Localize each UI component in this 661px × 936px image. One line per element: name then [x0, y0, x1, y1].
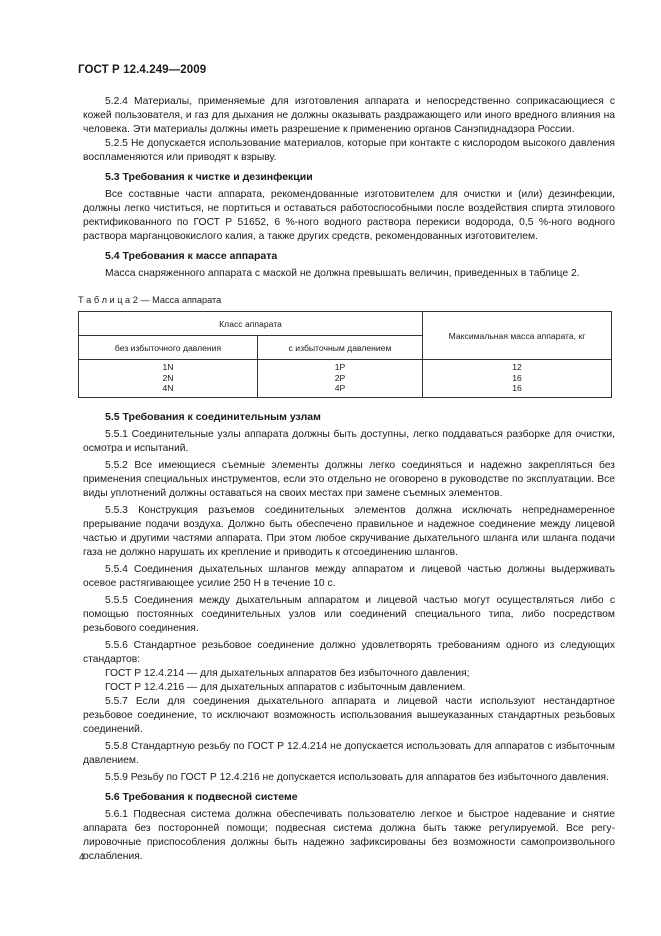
paragraph-5-5-7: 5.5.7 Если для соединения дыхательного аппарата и лицевой части используют нестандартное резьбовое соединение, то исключают возможность использования вышеуказанных стандартных резьбовых соединений.	[83, 695, 615, 735]
paragraph-5-5-3: 5.5.3 Конструкция разъемов соединительных элементов должна исключать непреднамеренное прерывание подачи воздуха. Должно быть обеспечено правильное и надежное соединение между лицевой частью и другими частями аппарата. При этом любое скручивание дыхательного шланга или шланга подачи газа не должно нарушать их крепление и приводить к отсоединению шлангов.	[83, 504, 615, 558]
section-title-5-5: 5.5 Требования к соединительным узлам	[105, 410, 321, 423]
header-no-pressure: без избыточного давления	[79, 336, 258, 360]
cell-class-p: 1P 2P 4P	[258, 360, 423, 398]
paragraph-5-6-1: 5.6.1 Подвесная система должна обеспечивать пользователю легкое и быстрое надевание и снятие аппарата без посторонней помощи; подвесная система должна быть также регулируемой. Все регулировочные приспособления должны быть надежно зафиксированы без возможности самопроизвольного ослабления.	[83, 808, 615, 862]
paragraph-5-5-9: 5.5.9 Резьбу по ГОСТ Р 12.4.216 не допускается использовать для аппаратов без избыточного давления.	[105, 771, 609, 783]
paragraph-5-2-4: 5.2.4 Материалы, применяемые для изготовления аппарата и непосредственно соприкасающиеся с кожей пользователя, и газ для дыхания не должны оказывать раздражающего или иного вредного влияния на человека. Эти материалы должны иметь разрешение к применению органов Санэпиднадзора России.	[83, 96, 615, 135]
cell-mass: 12 16 16	[423, 360, 612, 398]
header-max-mass: Максимальная масса аппарата, кг	[423, 312, 612, 360]
section-title-5-4: 5.4 Требования к массе аппарата	[105, 250, 278, 262]
table-row	[79, 360, 612, 398]
paragraph-5-5-1: 5.5.1 Соединительные узлы аппарата должны быть доступны, легко поддаваться разборке для очистки, осмотра и испытаний.	[83, 428, 615, 454]
page-content	[78, 95, 615, 864]
paragraph-5-2-5: 5.2.5 Не допускается использование материалов, которые при контакте с кислородом высокого давления воспламеняются или приводят к взрыву.	[83, 138, 615, 163]
paragraph-gost-216: ГОСТ Р 12.4.216 — для дыхательных аппаратов с избыточным давлением.	[105, 681, 466, 693]
paragraph-5-3: Все составные части аппарата, рекомендованные изготовителем для очистки и (или) дезинфекции, должны легко чиститься, не портиться и оставаться работоспособными после воздействия спирта этилового ректификованного по ГОСТ Р 51652, 6 %-ного водного раствора перекиси водорода, 0,5 %-ного водного раствора марганцовокислого калия, а также других средств, рекомендованных изготовителем.	[83, 189, 615, 242]
paragraph-gost-214: ГОСТ Р 12.4.214 — для дыхательных аппаратов без избыточного давления;	[105, 667, 470, 679]
header-class: Класс аппарата	[79, 312, 423, 336]
paragraph-5-4: Масса снаряженного аппарата с маской не должна превышать величин, приведенных в таблице 2.	[105, 268, 580, 279]
cell-class-n: 1N 2N 4N	[79, 360, 258, 398]
paragraph-5-5-2: 5.5.2 Все имеющиеся съемные элементы должны легко соединяться и надежно закрепляться без применения специальных инструментов, если это отдельно не оговорено в руководстве по эксплуатации. Все виды уплотнений должны оставаться на своих местах при замене съемных элементов.	[83, 459, 615, 499]
mass-table	[78, 311, 612, 398]
paragraph-5-5-5: 5.5.5 Соединения между дыхательным аппаратом и лицевой частью могут осуществляться либо с помощью постоянных соединительных узлов или соединений специального типа, либо посредством резьбового соединения.	[83, 594, 615, 634]
document-header: ГОСТ Р 12.4.249—2009	[78, 64, 207, 76]
section-title-5-3: 5.3 Требования к чистке и дезинфекции	[105, 171, 313, 183]
paragraph-5-5-6: 5.5.6 Стандартное резьбовое соединение должно удовлетворять требованиям одного из следующих стандартов:	[83, 639, 615, 665]
paragraph-5-5-8: 5.5.8 Стандартную резьбу по ГОСТ Р 12.4.214 не допускается использовать для аппаратов с избыточным давлением.	[83, 740, 615, 766]
page-number: 4	[79, 852, 85, 863]
paragraph-5-5-4: 5.5.4 Соединения дыхательных шлангов между аппаратом и лицевой частью должны выдерживать осевое растягивающее усилие 250 Н в течение 10 с.	[83, 563, 615, 589]
table-caption: Т а б л и ц а 2 — Масса аппарата	[78, 295, 222, 305]
section-title-5-6: 5.6 Требования к подвесной системе	[105, 790, 298, 803]
header-pressure: с избыточным давлением	[258, 336, 423, 360]
